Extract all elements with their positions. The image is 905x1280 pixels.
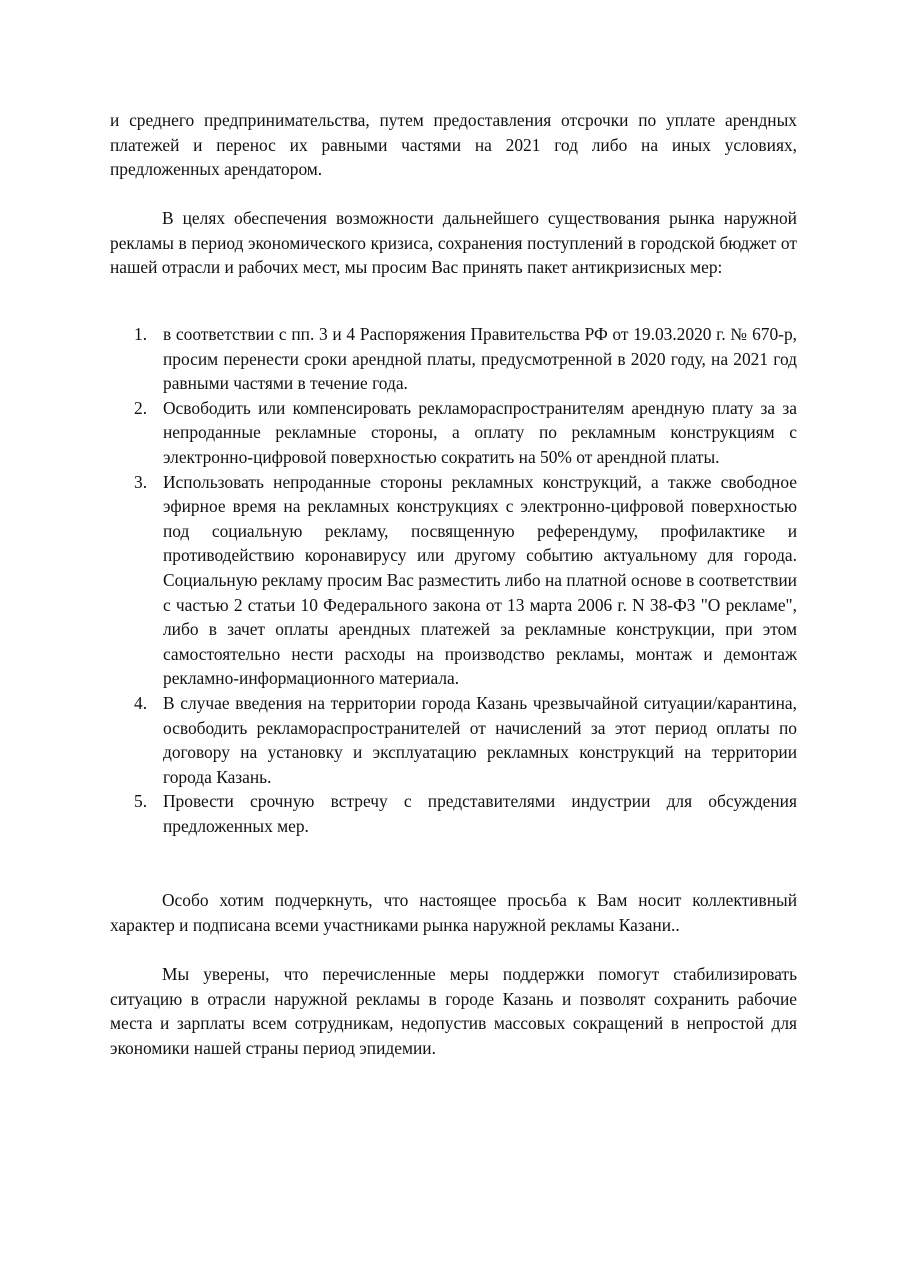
measure-number: 1. <box>134 324 148 344</box>
measure-number: 2. <box>134 397 148 418</box>
intro-paragraph: и среднего предпринимательства, путем предоставления отсрочки по уплате арендных платежей и перенос их равными частями на 2021 год либо на иных условиях, предложенных арендатором. <box>110 110 797 180</box>
measure-text: В случае введения на территории города Казань чрезвычайной ситуации/карантина, освободить рекламораспространителей от начислений за этот период оплаты по договору на установку и эксплуатацию рекламных конструкций на территории города Казань. <box>163 692 797 787</box>
measure-item-1 <box>110 322 797 396</box>
goal-paragraph: В целях обеспечения возможности дальнейшего существования рынка наружной рекламы в период экономического кризиса, сохранения поступлений в городской бюджет от нашей отрасли и рабочих мест, мы просим Вас принять пакет антикризисных мер: <box>110 208 797 278</box>
measure-item-2 <box>110 396 797 470</box>
measure-item-3 <box>110 470 797 691</box>
closing-paragraph: Мы уверены, что перечисленные меры поддержки помогут стабилизировать ситуацию в отрасли наружной рекламы в городе Казань и позволят сохранить рабочие места и зарплаты всем сотрудникам, недопустив массовых сокращений в непростой для экономики нашей страны период эпидемии. <box>110 964 797 1058</box>
measure-number: 4. <box>134 692 148 713</box>
measures-list <box>110 322 797 838</box>
measure-number: 3. <box>134 471 148 492</box>
measure-text: Провести срочную встречу с представителями индустрии для обсуждения предложенных мер. <box>163 791 797 836</box>
measure-text: в соответствии с пп. 3 и 4 Распоряжения Правительства РФ от 19.03.2020 г. № 670-р, просим перенести сроки арендной платы, предусмотренной в 2020 году, на 2021 год равными частями в течение года. <box>163 324 797 394</box>
measure-item-4 <box>110 691 797 789</box>
measure-text: Использовать непроданные стороны рекламных конструкций, а также свободное эфирное время на рекламных конструкциях с электронно-цифровой поверхностью под социальную рекламу, посвященную референдуму, профилактике и противодействию коронавирусу или другому событию актуальному для города. Социальную рекламу просим Вас разместить либо на платной основе в соответствии с частью 2 статьи 10 Федерального закона от 13 марта 2006 г. N 38-ФЗ "О рекламе", либо в зачет оплаты арендных платежей за рекламные конструкции, при этом самостоятельно нести расходы на производство рекламы, монтаж и демонтаж рекламно-информационного материала. <box>163 471 797 689</box>
measure-text: Освободить или компенсировать рекламораспространителям арендную плату за за непроданные рекламные стороны, а оплату по рекламным конструкциям с электронно-цифровой поверхностью сократить на 50% от арендной платы. <box>163 397 797 467</box>
note-paragraph: Особо хотим подчеркнуть, что настоящее просьба к Вам носит коллективный характер и подписана всеми участниками рынка наружной рекламы Казани.. <box>110 890 797 935</box>
measure-number: 5. <box>134 791 148 812</box>
measure-item-5 <box>110 789 797 838</box>
